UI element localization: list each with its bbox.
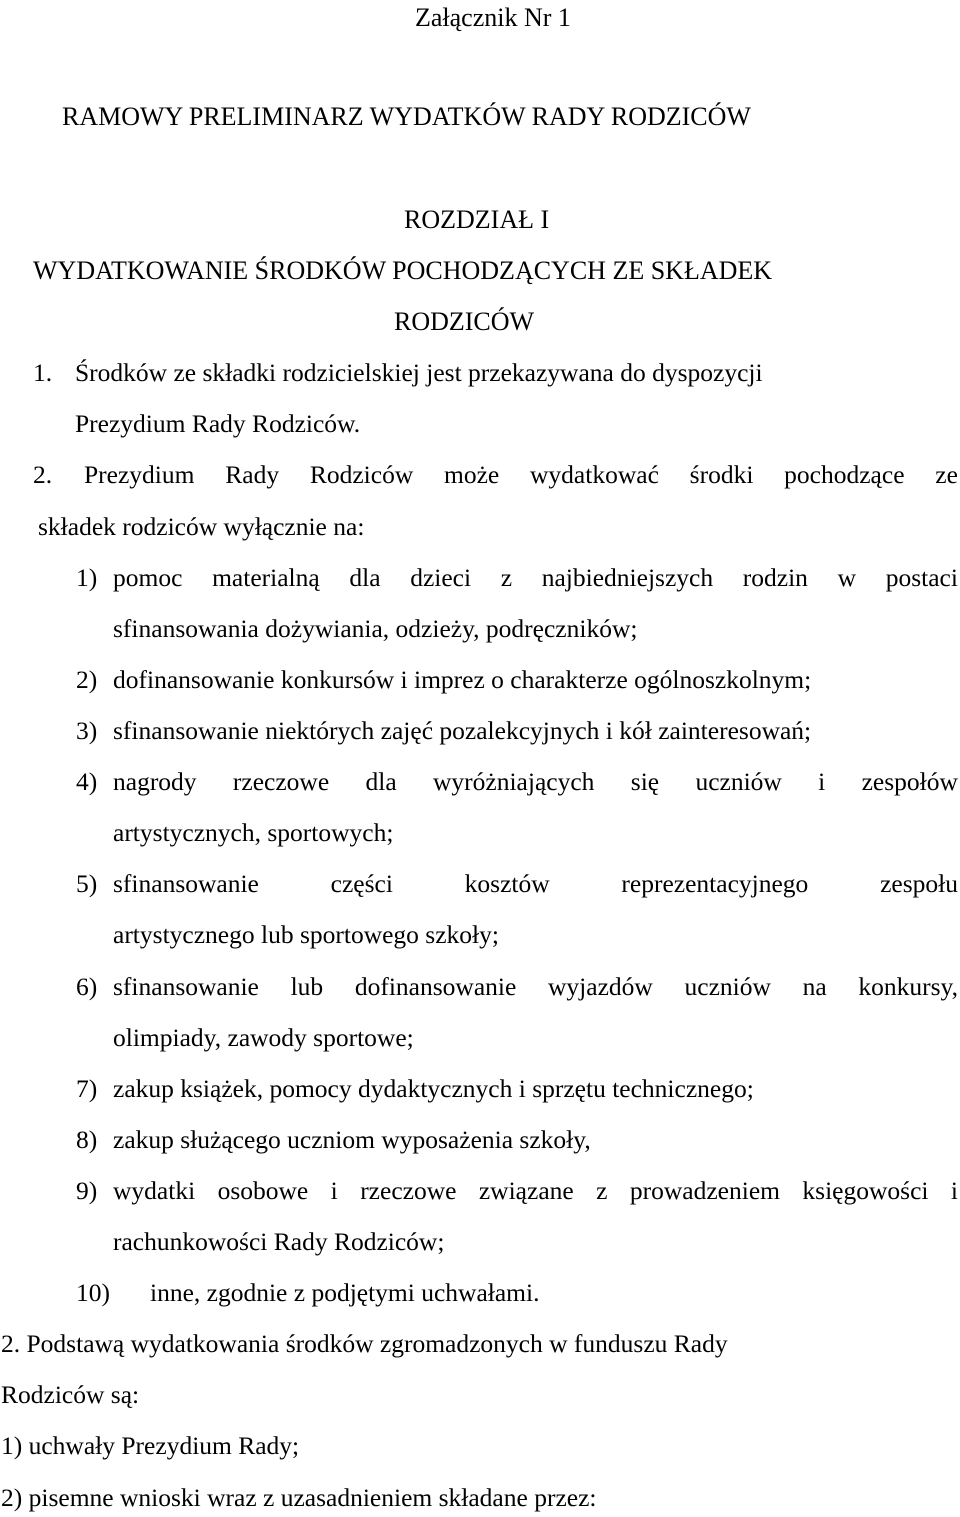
word: wyróżniających (433, 767, 595, 796)
list-item-2-text: dofinansowanie konkursów i imprez o charakterze ogólnoszkolnym; (113, 665, 812, 694)
word: uczniów (684, 972, 771, 1001)
word: pochodzące (784, 460, 905, 489)
word: środki (689, 460, 754, 489)
word: z (596, 1176, 608, 1205)
word: księgowości (802, 1176, 929, 1205)
para2-number: 2. (33, 460, 53, 489)
word: najbiedniejszych (541, 563, 714, 592)
word: na (802, 972, 827, 1001)
word: kosztów (464, 869, 550, 898)
list-item-number: 2) (76, 665, 98, 694)
list-item-1-line-2: sfinansowania dożywiania, odzieży, podręczników; (113, 614, 638, 643)
list-item-9-line-1 (113, 1178, 958, 1204)
list-item-number: 5) (76, 869, 98, 898)
chapter-title-line-2: RODZICÓW (394, 307, 535, 336)
word: związane (478, 1176, 574, 1205)
word: się (630, 767, 660, 796)
word: dzieci (410, 563, 472, 592)
list-item-number: 10) (76, 1278, 110, 1307)
word: pomoc (113, 563, 183, 592)
word: z (500, 563, 513, 592)
list-item-1-line-1 (113, 565, 958, 591)
chapter-title-line-1: WYDATKOWANIE ŚRODKÓW POCHODZĄCYCH ZE SKŁADEK (33, 256, 773, 285)
word: sfinansowanie (113, 869, 259, 898)
para1-line-1: Środków ze składki rodzicielskiej jest przekazywana do dyspozycji (75, 358, 763, 387)
word: materialną (212, 563, 320, 592)
list-item-number: 9) (76, 1176, 98, 1205)
list-item-number: 4) (76, 767, 98, 796)
word: rzeczowe (360, 1176, 457, 1205)
list-item-number: 6) (76, 972, 98, 1001)
para2-line-2: składek rodziców wyłącznie na: (38, 512, 365, 541)
list-item-4-line-2: artystycznych, sportowych; (113, 818, 394, 847)
word: wydatkować (530, 460, 659, 489)
list-item-3-text: sfinansowanie niektórych zajęć pozalekcyjnych i kół zainteresowań; (113, 716, 812, 745)
word: osobowe (217, 1176, 309, 1205)
list-item-number: 7) (76, 1074, 98, 1103)
word: zespołu (880, 869, 958, 898)
list-item-6-line-1 (113, 974, 958, 1000)
list-item-number: 1) (76, 563, 98, 592)
word: dla (365, 767, 397, 796)
para3-item-1: 1) uchwały Prezydium Rady; (1, 1431, 300, 1460)
para1-number: 1. (33, 358, 53, 387)
document-title: RAMOWY PRELIMINARZ WYDATKÓW RADY RODZICÓW (62, 102, 751, 131)
word: ze (935, 460, 958, 489)
word: prowadzeniem (629, 1176, 780, 1205)
word: sfinansowanie (113, 972, 259, 1001)
word: może (444, 460, 500, 489)
word: rodzin (742, 563, 808, 592)
word: uczniów (695, 767, 782, 796)
list-item-6-line-2: olimpiady, zawody sportowe; (113, 1023, 414, 1052)
para3-item-2: 2) pisemne wnioski wraz z uzasadnieniem składane przez: (1, 1483, 597, 1512)
para3-line-2: Rodziców są: (1, 1380, 140, 1409)
word: rzeczowe (232, 767, 330, 796)
annex-label: Załącznik Nr 1 (415, 3, 571, 32)
word: zespołów (861, 767, 958, 796)
list-item-9-line-2: rachunkowości Rady Rodziców; (113, 1227, 445, 1256)
word: Rady (225, 460, 280, 489)
list-item-7-text: zakup książek, pomocy dydaktycznych i sprzętu technicznego; (113, 1074, 754, 1103)
word: konkursy, (858, 972, 958, 1001)
word: dla (349, 563, 381, 592)
para1-line-2: Prezydium Rady Rodziców. (75, 409, 361, 438)
list-item-number: 3) (76, 716, 98, 745)
list-item-8-text: zakup służącego uczniom wyposażenia szkoły, (113, 1125, 591, 1154)
word: i (330, 1176, 338, 1205)
list-item-5-line-1 (113, 871, 958, 897)
word: części (330, 869, 393, 898)
list-item-number: 8) (76, 1125, 98, 1154)
word: Rodziców (309, 460, 414, 489)
para3-line-1: 2. Podstawą wydatkowania środków zgromadzonych w funduszu Rady (1, 1329, 728, 1358)
word: i (950, 1176, 958, 1205)
word: reprezentacyjnego (621, 869, 809, 898)
para2-line-1 (84, 462, 958, 488)
chapter-heading: ROZDZIAŁ I (404, 205, 550, 234)
word: i (818, 767, 826, 796)
word: dofinansowanie (354, 972, 517, 1001)
word: Prezydium (84, 460, 195, 489)
list-item-4-line-1 (113, 769, 958, 795)
word: nagrody (113, 767, 197, 796)
word: postaci (885, 563, 958, 592)
word: wydatki (113, 1176, 196, 1205)
list-item-5-line-2: artystycznego lub sportowego szkoły; (113, 920, 499, 949)
word: w (837, 563, 857, 592)
word: wyjazdów (548, 972, 653, 1001)
list-item-10-text: inne, zgodnie z podjętymi uchwałami. (150, 1278, 540, 1307)
word: lub (290, 972, 324, 1001)
